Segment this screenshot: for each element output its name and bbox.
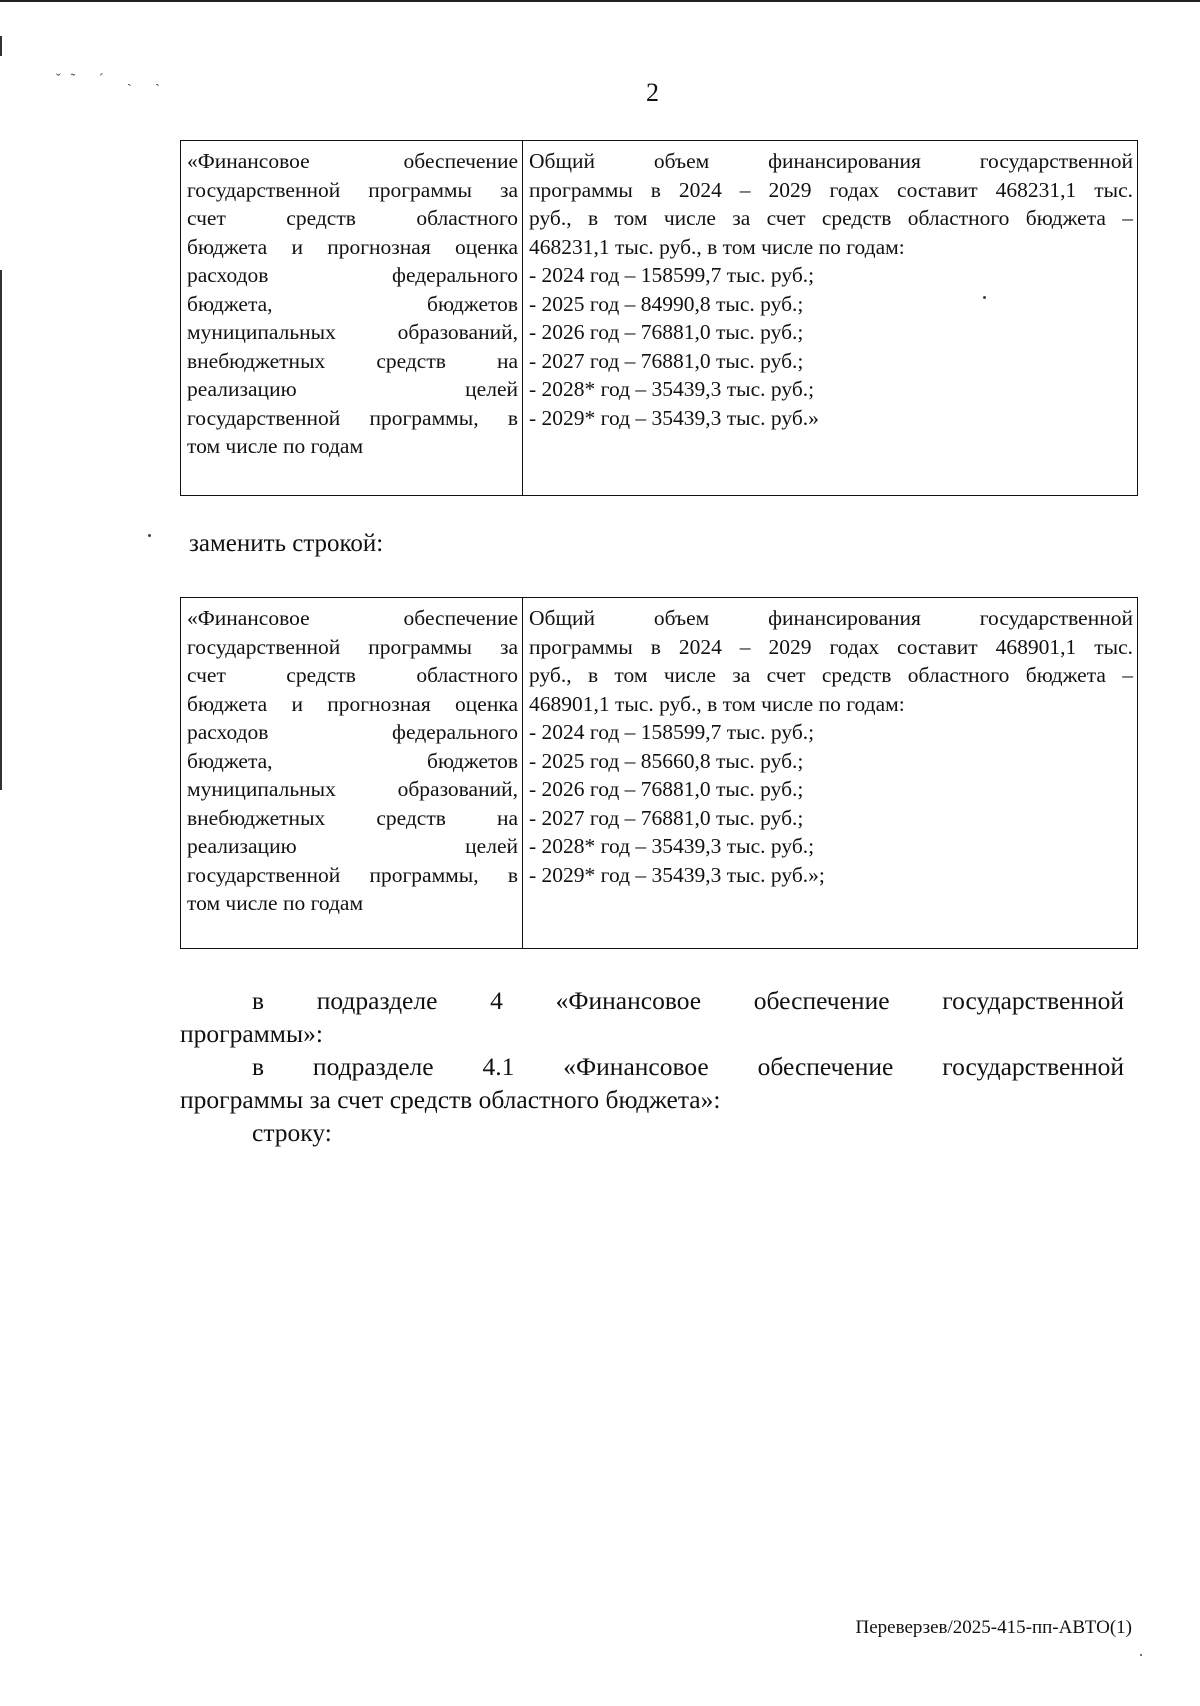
scan-speck [1140, 1654, 1142, 1656]
financing-summary-line: Общий объем финансирования государственной [529, 149, 1133, 173]
parameter-name-line: бюджета и прогнозная оценка [187, 691, 518, 716]
parameter-name-cell [181, 598, 523, 949]
year-amount-line: - 2024 год – 158599,7 тыс. руб.; [529, 720, 815, 744]
parameter-name-line: счет средств областного [187, 206, 518, 230]
parameter-name-line: бюджета и прогнозная оценка [187, 234, 518, 259]
parameter-name-line: внебюджетных средств на [187, 348, 518, 373]
financing-summary-line: программы в 2024 – 2029 годах составит 468901,1 тыс. [529, 634, 1133, 659]
parameter-name-line: расходов федерального [187, 720, 518, 744]
year-amount-line: - 2027 год – 76881,0 тыс. руб.; [529, 348, 804, 373]
amendment-paragraph [180, 1116, 1124, 1149]
parameter-name-line: бюджета, бюджетов [187, 748, 518, 773]
parameter-name-line: расходов федерального [187, 263, 518, 287]
parameter-value-cell [523, 598, 1138, 949]
scan-left-mark [0, 36, 2, 56]
year-amount-line: - 2024 год – 158599,7 тыс. руб.; [529, 263, 815, 287]
financing-table-before [180, 140, 1138, 496]
year-amount-line: - 2025 год – 84990,8 тыс. руб.; [529, 291, 804, 316]
parameter-name-cell [181, 141, 523, 496]
financing-summary-line: руб., в том числе за счет средств областного бюджета – [529, 663, 1133, 687]
parameter-name-line: счет средств областного [187, 663, 518, 687]
year-amount-line: - 2029* год – 35439,3 тыс. руб.» [529, 405, 819, 430]
financing-summary-line: 468231,1 тыс. руб., в том числе по годам: [529, 234, 905, 259]
year-amount-line: - 2029* год – 35439,3 тыс. руб.»; [529, 862, 825, 887]
financing-table-after [180, 597, 1138, 949]
page-number: 2 [646, 78, 659, 107]
scan-specks: ˇ˜ ˊ ˏ ˏ [56, 72, 170, 87]
parameter-name-line: государственной программы за [187, 634, 518, 659]
parameter-name-line: государственной программы, в [187, 405, 518, 430]
parameter-name-line: реализацию целей [187, 377, 518, 401]
parameter-name-line: государственной программы за [187, 177, 518, 202]
year-amount-line: - 2028* год – 35439,3 тыс. руб.; [529, 377, 815, 401]
table-row [181, 141, 1138, 496]
parameter-name-line: государственной программы, в [187, 862, 518, 887]
scan-speck [148, 534, 151, 537]
year-amount-line: - 2026 год – 76881,0 тыс. руб.; [529, 777, 804, 801]
financing-summary-line: руб., в том числе за счет средств областного бюджета – [529, 206, 1133, 230]
document-reference: Переверзев/2025-415-пп-АВТО(1) [855, 1617, 1132, 1638]
parameter-name-line: муниципальных образований, [187, 777, 518, 801]
parameter-name-line: том числе по годам [187, 891, 364, 915]
financing-summary-line: программы в 2024 – 2029 годах составит 468231,1 тыс. [529, 177, 1133, 202]
amendment-paragraph [180, 1050, 1124, 1116]
paragraph-first-line: строку: [252, 1118, 332, 1147]
paragraph-first-line: в подразделе 4.1 «Финансовое обеспечение государственной [252, 1052, 1124, 1081]
scan-left-mark [0, 270, 2, 790]
parameter-name-line: реализацию целей [187, 834, 518, 858]
amendment-paragraph [180, 984, 1124, 1050]
year-amount-line: - 2028* год – 35439,3 тыс. руб.; [529, 834, 815, 858]
parameter-value-cell [523, 141, 1138, 496]
financing-summary-line: Общий объем финансирования государственной [529, 606, 1133, 630]
parameter-name-line: «Финансовое обеспечение [187, 149, 518, 173]
year-amount-line: - 2025 год – 85660,8 тыс. руб.; [529, 748, 804, 773]
scan-top-edge [0, 0, 1200, 2]
parameter-name-line: муниципальных образований, [187, 320, 518, 344]
paragraph-continuation: программы»: [180, 1019, 323, 1048]
scan-speck [983, 296, 986, 299]
parameter-name-line: том числе по годам [187, 434, 364, 458]
year-amount-line: - 2027 год – 76881,0 тыс. руб.; [529, 805, 804, 830]
parameter-name-line: «Финансовое обеспечение [187, 606, 518, 630]
replace-with-caption: заменить строкой: [189, 530, 384, 557]
paragraph-first-line: в подразделе 4 «Финансовое обеспечение государственной [252, 986, 1124, 1015]
parameter-name-line: бюджета, бюджетов [187, 291, 518, 316]
parameter-name-line: внебюджетных средств на [187, 805, 518, 830]
paragraph-continuation: программы за счет средств областного бюджета»: [180, 1085, 721, 1114]
table-row [181, 598, 1138, 949]
year-amount-line: - 2026 год – 76881,0 тыс. руб.; [529, 320, 804, 344]
financing-summary-line: 468901,1 тыс. руб., в том числе по годам: [529, 691, 905, 716]
